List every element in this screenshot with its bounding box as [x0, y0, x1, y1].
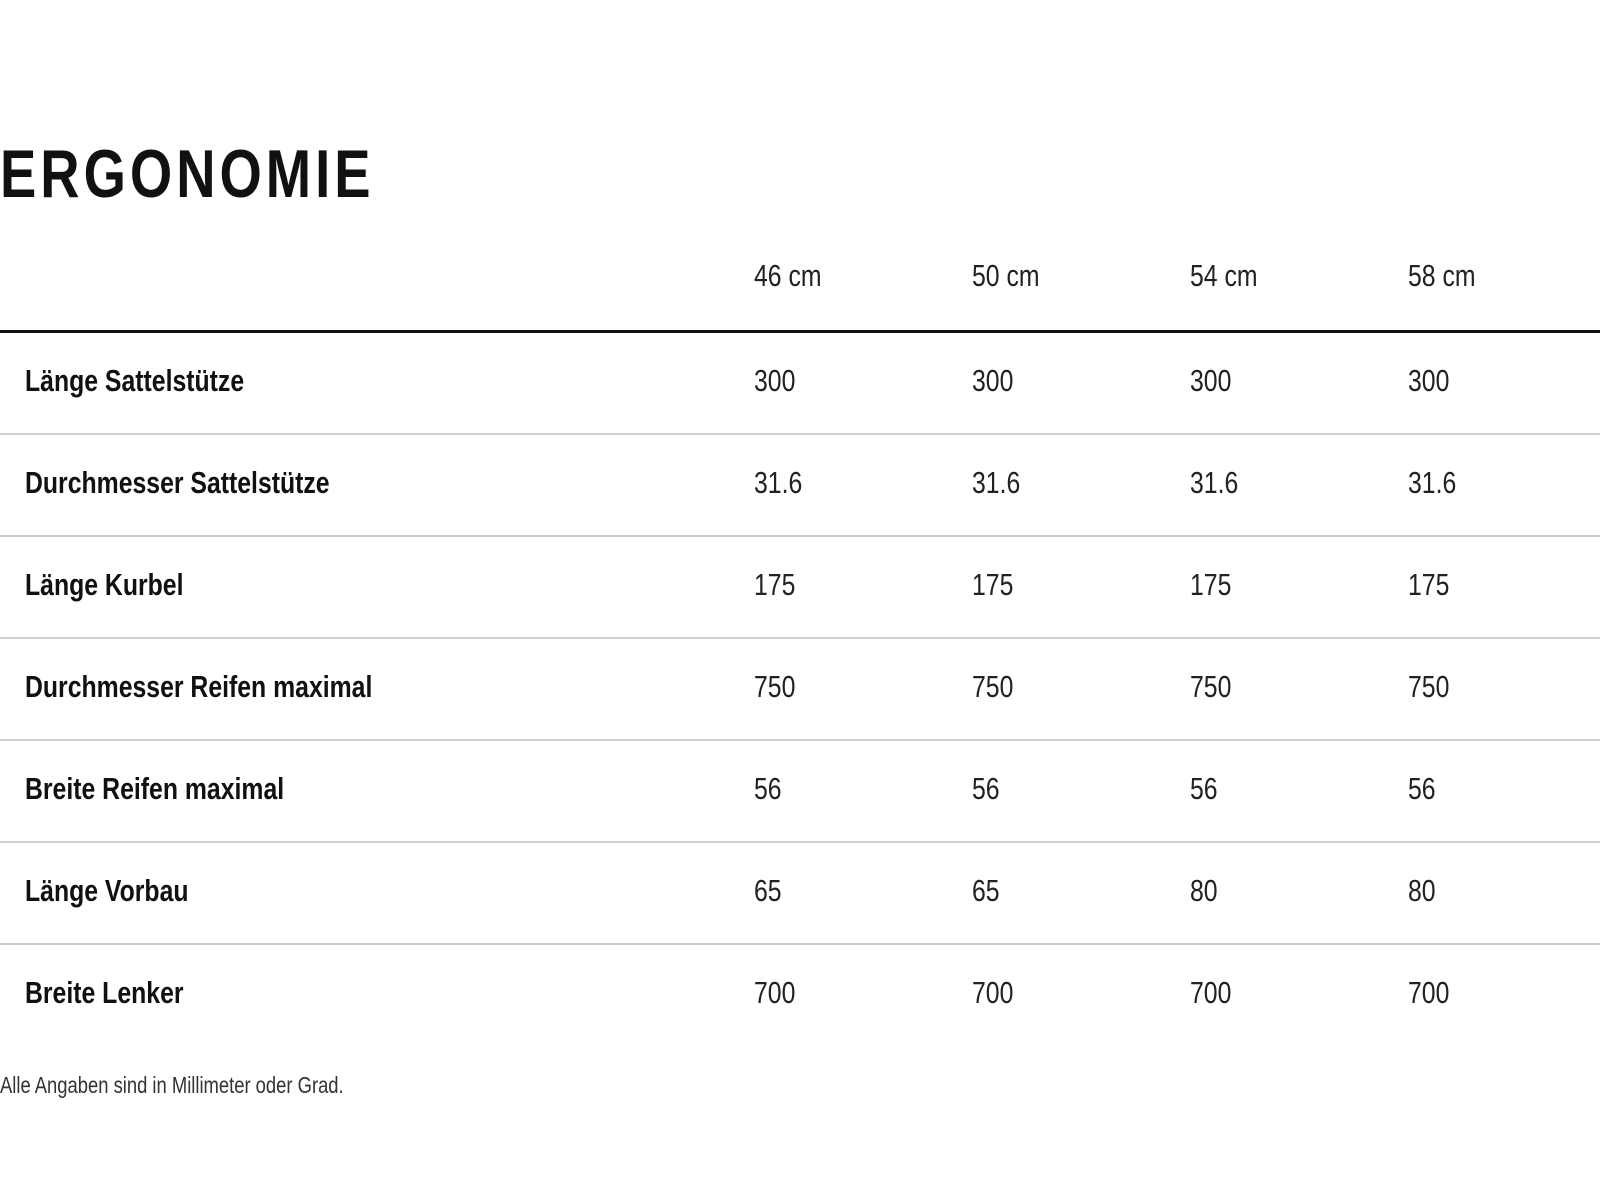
- table-cell: 31.6: [1408, 465, 1457, 500]
- table-cell: 700: [1408, 975, 1450, 1010]
- table-cell: 31.6: [754, 465, 803, 500]
- table-cell: 175: [754, 567, 796, 602]
- row-label: Durchmesser Sattelstütze: [25, 465, 330, 500]
- table-cell: 65: [754, 873, 782, 908]
- table-cell: 750: [1408, 669, 1450, 704]
- table-cell: 56: [1408, 771, 1436, 806]
- table-cell: 750: [754, 669, 796, 704]
- table-row: [0, 945, 1600, 1045]
- table-row: [0, 537, 1600, 639]
- table-cell: 300: [972, 363, 1014, 398]
- table-cell: 56: [754, 771, 782, 806]
- table-cell: 31.6: [1190, 465, 1239, 500]
- table-cell: 65: [972, 873, 1000, 908]
- row-label: Länge Kurbel: [25, 567, 184, 602]
- table-cell: 175: [1190, 567, 1232, 602]
- footnote: Alle Angaben sind in Millimeter oder Grad.: [0, 1072, 344, 1098]
- table-row: [0, 333, 1600, 435]
- row-label: Länge Sattelstütze: [25, 363, 245, 398]
- table-cell: 31.6: [972, 465, 1021, 500]
- table-cell: 750: [972, 669, 1014, 704]
- table-cell: 300: [754, 363, 796, 398]
- table-row: [0, 435, 1600, 537]
- table-row: [0, 843, 1600, 945]
- row-label: Breite Reifen maximal: [25, 771, 285, 806]
- column-header: 50 cm: [972, 258, 1040, 293]
- table-row: [0, 741, 1600, 843]
- table-cell: 700: [754, 975, 796, 1010]
- table-cell: 56: [972, 771, 1000, 806]
- table-row: [0, 639, 1600, 741]
- column-header: 58 cm: [1408, 258, 1476, 293]
- row-label: Durchmesser Reifen maximal: [25, 669, 373, 704]
- table-cell: 80: [1190, 873, 1218, 908]
- table-cell: 300: [1408, 363, 1450, 398]
- table-header: [0, 250, 1600, 333]
- table-cell: 700: [1190, 975, 1232, 1010]
- table-cell: 300: [1190, 363, 1232, 398]
- table-cell: 175: [1408, 567, 1450, 602]
- table-cell: 56: [1190, 771, 1218, 806]
- row-label: Breite Lenker: [25, 975, 184, 1010]
- table-cell: 750: [1190, 669, 1232, 704]
- row-label: Länge Vorbau: [25, 873, 189, 908]
- column-header: 46 cm: [754, 258, 822, 293]
- table-cell: 80: [1408, 873, 1436, 908]
- table-body: [0, 333, 1600, 1045]
- column-header: 54 cm: [1190, 258, 1258, 293]
- table-cell: 700: [972, 975, 1014, 1010]
- page-title: ERGONOMIE: [0, 135, 375, 212]
- table-cell: 175: [972, 567, 1014, 602]
